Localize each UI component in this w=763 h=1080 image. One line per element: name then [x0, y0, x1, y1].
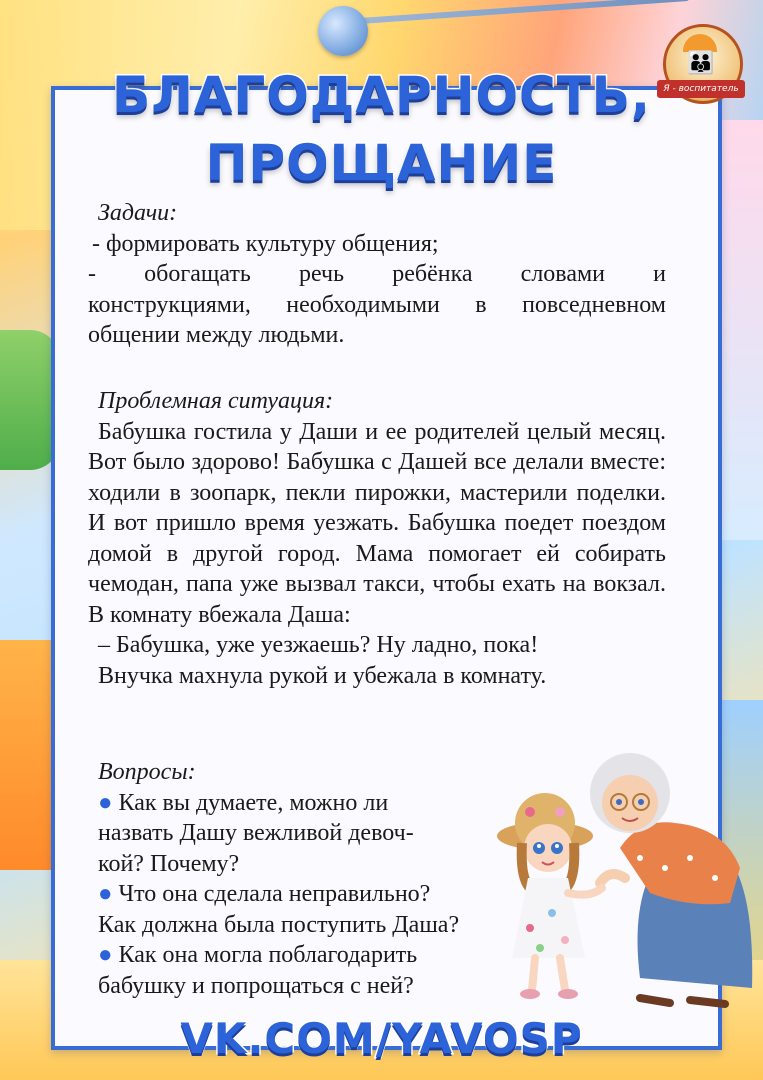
bullet-icon: ● [98, 881, 113, 907]
tasks-heading: Задачи: [98, 200, 178, 226]
tasks-section [88, 198, 666, 351]
vk-link[interactable]: VK.COM/YAVOSP [180, 1014, 583, 1063]
grandmother-figure [590, 753, 752, 1004]
task-word: - [88, 261, 96, 287]
task-word: и [653, 261, 666, 287]
logo-ribbon: Я - воспитатель [657, 80, 745, 98]
situation-text: Бабушка гостила у Даши и ее родителей целый месяц. Вот было здорово! Бабушка с Дашей все делали вместе: ходили в зоопарк, пекли пирожки, мастерили поделки. И вот пришло время уезжать. Бабушка поедет поездом домой в другой город. Мама помогает ей собирать чемодан, папа уже вызвал такси, чтобы ехать на вокзал. В комнату вбежала Даша: [88, 418, 666, 628]
task-word: речь [298, 261, 345, 287]
question-1-line-1: ● Как вы думаете, можно ли [98, 789, 389, 816]
question-3-line-1: ● Как она могла поблагодарить [98, 942, 418, 968]
page-title-line1: БЛАГОДАРНОСТЬ, [112, 66, 651, 124]
grandma-and-girl-illustration [490, 728, 760, 1018]
task-word: ребёнка [392, 261, 473, 287]
situation-section [88, 386, 666, 691]
task-item-1: - формировать культуру общения; [92, 230, 439, 257]
question-2-line-2: Как должна была поступить Даша? [98, 911, 460, 938]
questions-section [88, 757, 518, 1001]
pin-icon [318, 6, 368, 56]
family-icon: 👪 [687, 51, 715, 76]
task-item-2-rest: конструкциями, необходимыми в повседневном общении между людьми. [88, 291, 666, 348]
task-word: обогащать [144, 261, 251, 287]
question-3-line-2: бабушку и попрощаться с ней? [98, 972, 414, 999]
task-item-2-first-line [88, 259, 666, 290]
girl-figure [497, 793, 602, 999]
question-1-line-2: назвать Дашу вежливой девоч- [98, 820, 414, 846]
bullet-icon: ● [98, 789, 113, 816]
situation-heading: Проблемная ситуация: [98, 388, 334, 414]
situation-ending: Внучка махнула рукой и убежала в комнату. [98, 662, 547, 689]
page-title-line2: ПРОЩАНИЕ [205, 134, 558, 192]
questions-heading: Вопросы: [98, 759, 196, 785]
situation-quote: – Бабушка, уже уезжаешь? Ну ладно, пока! [98, 632, 539, 658]
bullet-icon: ● [98, 942, 113, 968]
question-2-line-1: ● Что она сделала неправильно? [98, 881, 431, 907]
task-word: словами [520, 261, 605, 287]
question-1-line-3: кой? Почему? [98, 850, 240, 877]
